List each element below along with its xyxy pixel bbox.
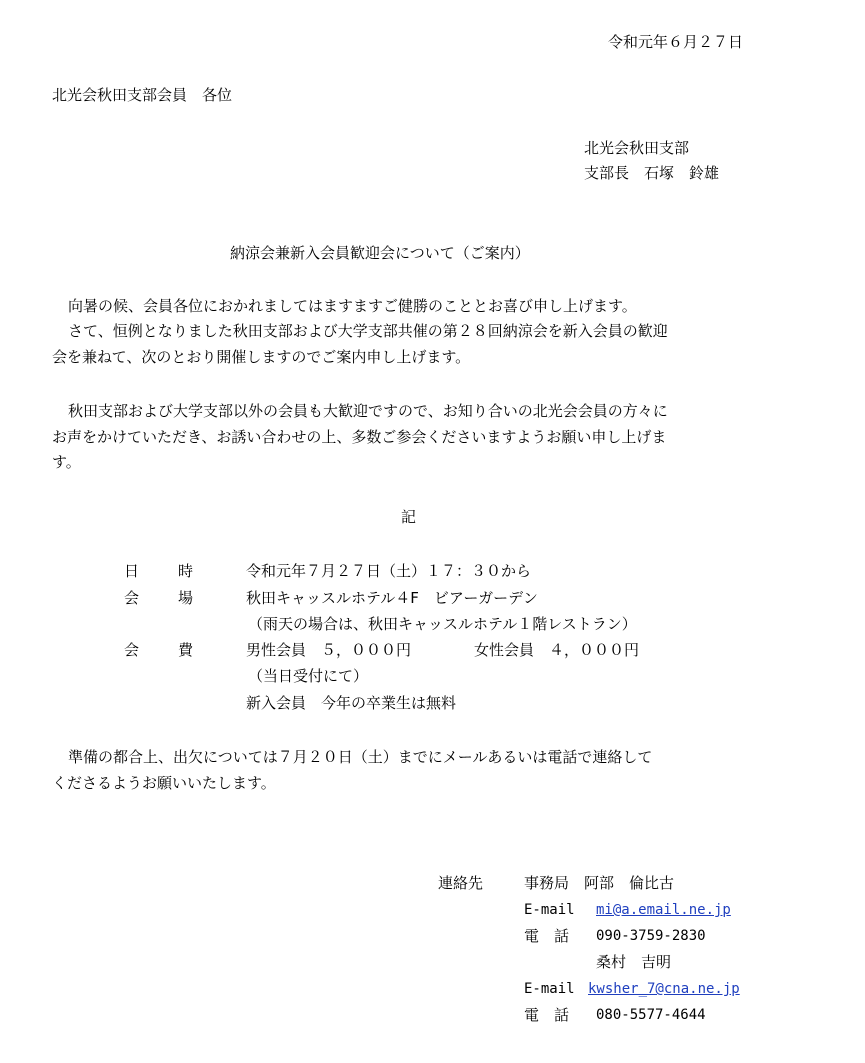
closing-line1: 準備の都合上、出欠については７月２０日（土）までにメールあるいは電話で連絡して bbox=[68, 748, 653, 766]
paragraph-announcement-line1: さて、恒例となりました秋田支部および大学支部共催の第２８回納涼会を新入会員の歓迎 bbox=[68, 322, 668, 340]
recipient: 北光会秋田支部会員 各位 bbox=[52, 86, 233, 104]
venue-rain-note: （雨天の場合は、秋田キャッスルホテル１階レストラン） bbox=[248, 615, 637, 633]
contact-person2-email-label: E-mail bbox=[524, 981, 575, 997]
paragraph-invitation-line3: す。 bbox=[52, 453, 81, 471]
value-venue: 秋田キャッスルホテル４F ビアーガーデン bbox=[246, 589, 538, 607]
paragraph-invitation-line2: お声をかけていただき、お誘い合わせの上、多数ご参会くださいますようお願い申し上げま bbox=[52, 428, 667, 446]
value-fee-male: 男性会員 ５，０００円 bbox=[246, 641, 412, 659]
contact-person2-email-link[interactable]: kwsher_7@cna.ne.jp bbox=[588, 981, 740, 997]
label-venue-2: 場 bbox=[178, 589, 194, 607]
contact-person1-phone-label: 電 話 bbox=[524, 927, 570, 945]
sender-org: 北光会秋田支部 bbox=[584, 139, 690, 157]
fee-note: （当日受付にて） bbox=[248, 667, 369, 685]
label-datetime-1: 日 bbox=[124, 562, 140, 580]
document-date: 令和元年６月２７日 bbox=[608, 33, 744, 51]
contact-person1-name: 事務局 阿部 倫比古 bbox=[524, 874, 675, 892]
paragraph-invitation-line1: 秋田支部および大学支部以外の会員も大歓迎ですので、お知り合いの北光会会員の方々に bbox=[68, 402, 668, 420]
contact-person2-name: 桑村 吉明 bbox=[596, 953, 672, 971]
closing-line2: くださるようお願いいたします。 bbox=[52, 774, 276, 792]
sender-name: 支部長 石塚 鈴雄 bbox=[584, 164, 720, 182]
paragraph-greeting: 向暑の候、会員各位におかれましてはますますご健勝のこととお喜び申し上げます。 bbox=[68, 297, 637, 315]
paragraph-announcement-line2: 会を兼ねて、次のとおり開催しますのでご案内申し上げます。 bbox=[52, 348, 471, 366]
contact-person1-email-label: E-mail bbox=[524, 902, 575, 918]
contact-heading: 連絡先 bbox=[438, 874, 484, 892]
label-datetime-2: 時 bbox=[178, 562, 194, 580]
ki-heading: 記 bbox=[401, 508, 417, 526]
contact-person1-email-link[interactable]: mi@a.email.ne.jp bbox=[596, 902, 731, 918]
label-fee-1: 会 bbox=[124, 641, 140, 659]
contact-person2-phone: 080-5577-4644 bbox=[596, 1007, 706, 1023]
value-fee-female: 女性会員 ４，０００円 bbox=[474, 641, 640, 659]
contact-person1-phone: 090-3759-2830 bbox=[596, 928, 706, 944]
value-datetime: 令和元年７月２７日（土）１７：３０から bbox=[246, 562, 532, 580]
label-fee-2: 費 bbox=[178, 641, 194, 659]
contact-person2-phone-label: 電 話 bbox=[524, 1006, 570, 1024]
label-venue-1: 会 bbox=[124, 589, 140, 607]
fee-newmember-note: 新入会員 今年の卒業生は無料 bbox=[246, 694, 457, 712]
document-title: 納涼会兼新入会員歓迎会について（ご案内） bbox=[230, 244, 530, 262]
